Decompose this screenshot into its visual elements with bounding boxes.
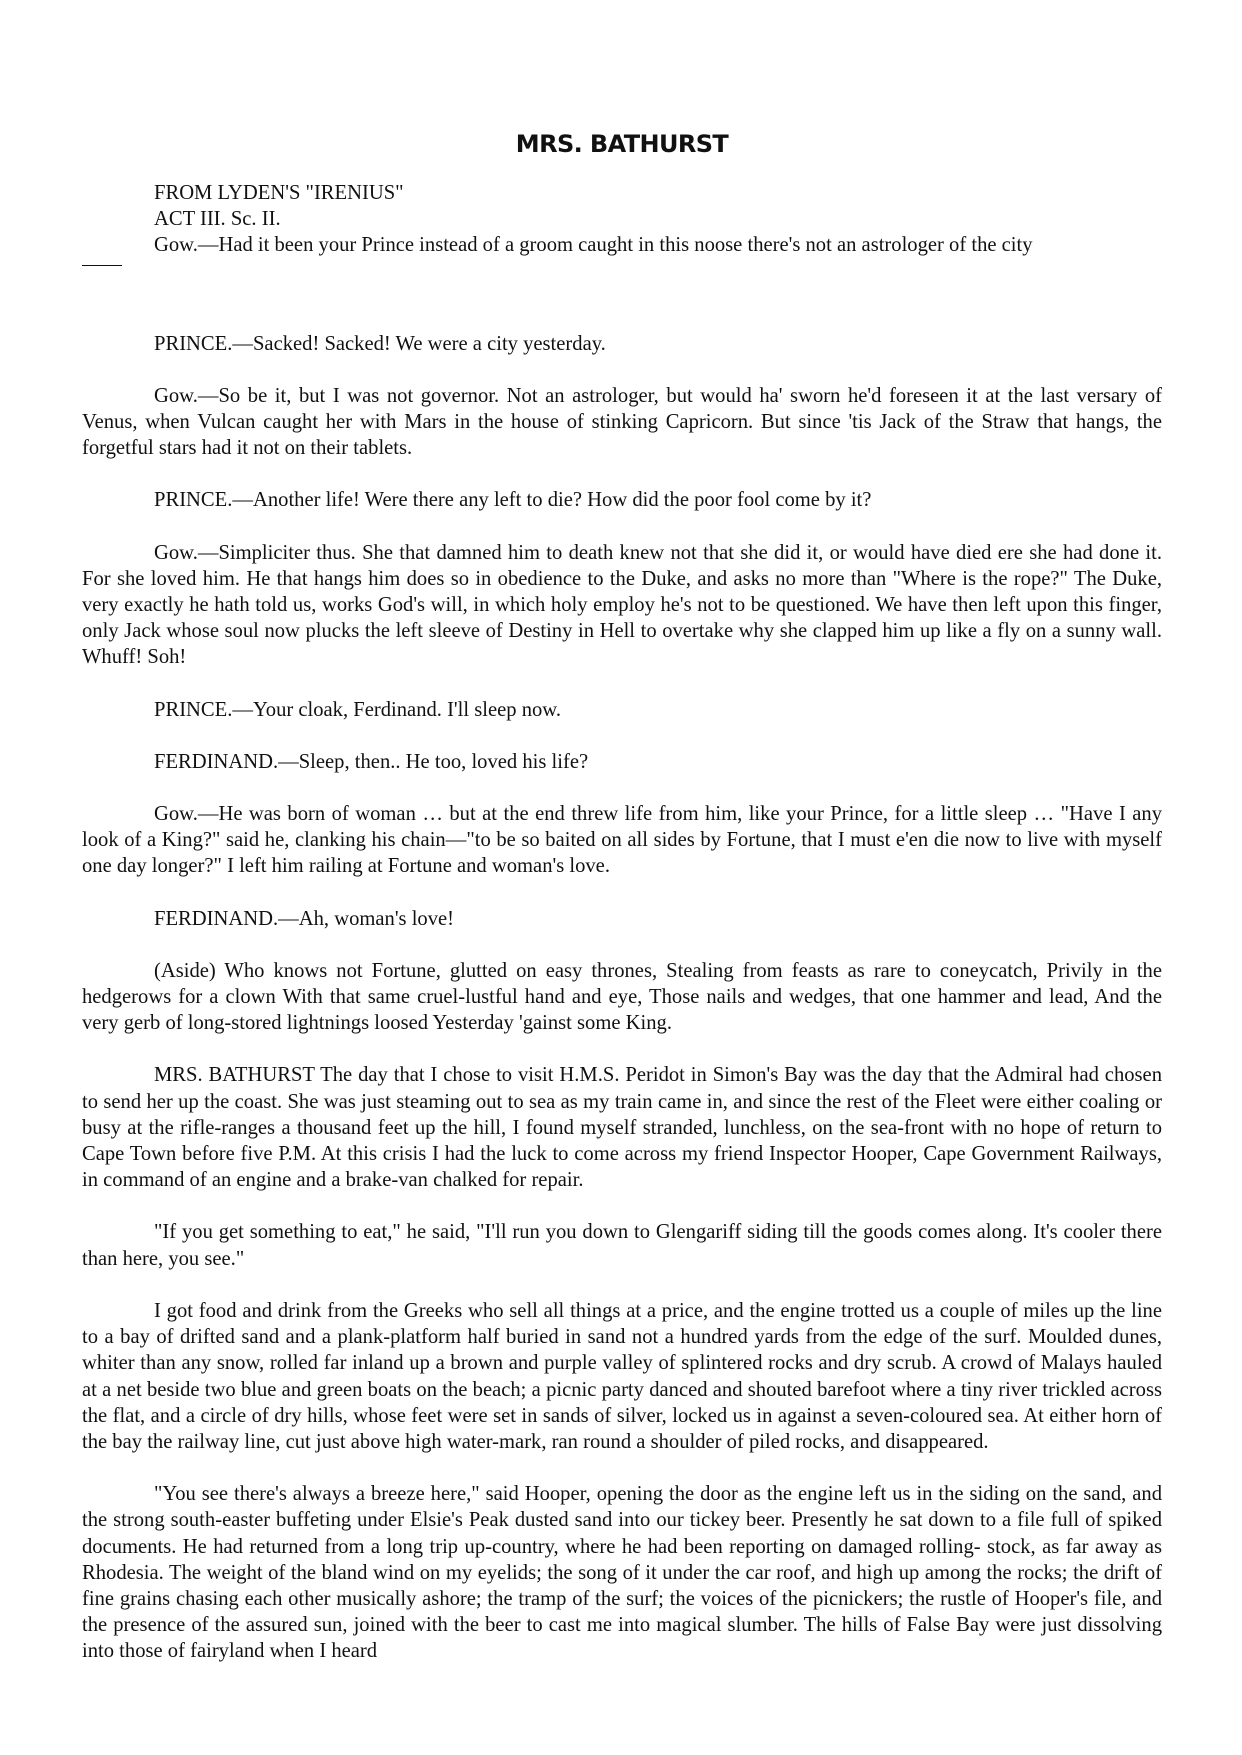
act-scene-line: ACT III. Sc. II. — [154, 208, 281, 231]
document-page — [82, 128, 1162, 1691]
paragraph: Gow.—He was born of woman … but at the end threw life from him, like your Prince, for a little sleep … "Have I any look of a King?" said he, clanking his chain—"to be so baited on all sides by Fortune, that I must e'en die now to live with myself one day longer?" I left him railing at Fortune and woman's love. — [82, 803, 1162, 878]
document-title: MRS. BATHURST — [515, 130, 729, 158]
dash-rule — [82, 259, 1162, 285]
paragraph: PRINCE.—Sacked! Sacked! We were a city yesterday. — [154, 332, 606, 355]
paragraph: (Aside) Who knows not Fortune, glutted on easy thrones, Stealing from feasts as rare to coneycatch, Privily in the hedgerows for a clown With that same cruel-lustful hand and eye, Those nails and wedges, that one hammer and lead, And the very gerb of long-stored lightnings loosed Yesterday 'gainst some King. — [82, 959, 1162, 1035]
paragraph: Gow.—Simpliciter thus. She that damned him to death knew not that she did it, or would have died ere she had done it. For she loved him. He that hangs him does so in obedience to the Duke, and asks no more than "Where is the rope?" The Duke, very exactly he hath told us, works God's will, in which holy employ he's not to be questioned. We have then left upon this finger, only Jack whose soul now plucks the left sleeve of Destiny in Hell to overtake why she clapped him up like a fly on a sunny wall. Whuff! Soh! — [82, 541, 1162, 669]
paragraph: FERDINAND.—Sleep, then.. He too, loved his life? — [154, 750, 589, 773]
paragraph: PRINCE.—Another life! Were there any left to die? How did the poor fool come by it? — [154, 489, 872, 512]
paragraph: Gow.—Had it been your Prince instead of a groom caught in this noose there's not an astrologer of the city — [154, 234, 1033, 257]
source-line: FROM LYDEN'S "IRENIUS" — [154, 182, 404, 204]
dash-line — [82, 265, 122, 266]
paragraph: "You see there's always a breeze here," said Hooper, opening the door as the engine left us in the siding on the sand, and the strong south-easter buffeting under Elsie's Peak dusted sand into our tickey beer. Presently he sat down to a file full of spiked documents. He had returned from a long trip up-country, where he had been reporting on damaged rolling- stock, as far away as Rhodesia. The weight of the bland wind on my eyelids; the song of it under the car roof, and high up among the rocks; the drift of fine grains chasing each other musically ashore; the tramp of the surf; the voices of the picnickers; the rustle of Hooper's file, and the presence of the assured sun, joined with the beer to cast me into magical slumber. The hills of False Bay were just dissolving into those of fairyland when I heard — [82, 1483, 1162, 1663]
paragraph: Gow.—So be it, but I was not governor. Not an astrologer, but would ha' sworn he'd foreseen it at the last versary of Venus, when Vulcan caught her with Mars in the house of stinking Capricorn. But since 'tis Jack of the Straw that hangs, the forgetful stars had it not on their tablets. — [82, 384, 1162, 460]
paragraph: I got food and drink from the Greeks who sell all things at a price, and the engine trotted us a couple of miles up the line to a bay of drifted sand and a plank-platform half buried in sand not a hundred yards from the edge of the surf. Moulded dunes, whiter than any snow, rolled far inland up a brown and purple valley of splintered rocks and dry scrub. A crowd of Malays hauled at a net beside two blue and green boats on the beach; a picnic party danced and shouted barefoot where a tiny river trickled across the flat, and a circle of dry hills, whose feet were set in sands of silver, locked us in against a seven-coloured sea. At either horn of the bay the railway line, cut just above high water-mark, ran round a shoulder of piled rocks, and disappeared. — [82, 1299, 1162, 1453]
paragraph: FERDINAND.—Ah, woman's love! — [154, 907, 455, 930]
paragraph: PRINCE.—Your cloak, Ferdinand. I'll sleep now. — [154, 698, 561, 721]
paragraph: "If you get something to eat," he said, "I'll run you down to Glengariff siding till the goods comes along. It's cooler there than here, you see." — [82, 1221, 1162, 1270]
paragraph: MRS. BATHURST The day that I chose to visit H.M.S. Peridot in Simon's Bay was the day that the Admiral had chosen to send her up the coast. She was just steaming out to sea as my train came in, and since the rest of the Fleet were either coaling or busy at the rifle-ranges a thousand feet up the hill, I found myself stranded, lunchless, on the sea-front with no hope of return to Cape Town before five P.M. At this crisis I had the luck to come across my friend Inspector Hooper, Cape Government Railways, in command of an engine and a brake-van chalked for repair. — [82, 1064, 1162, 1192]
